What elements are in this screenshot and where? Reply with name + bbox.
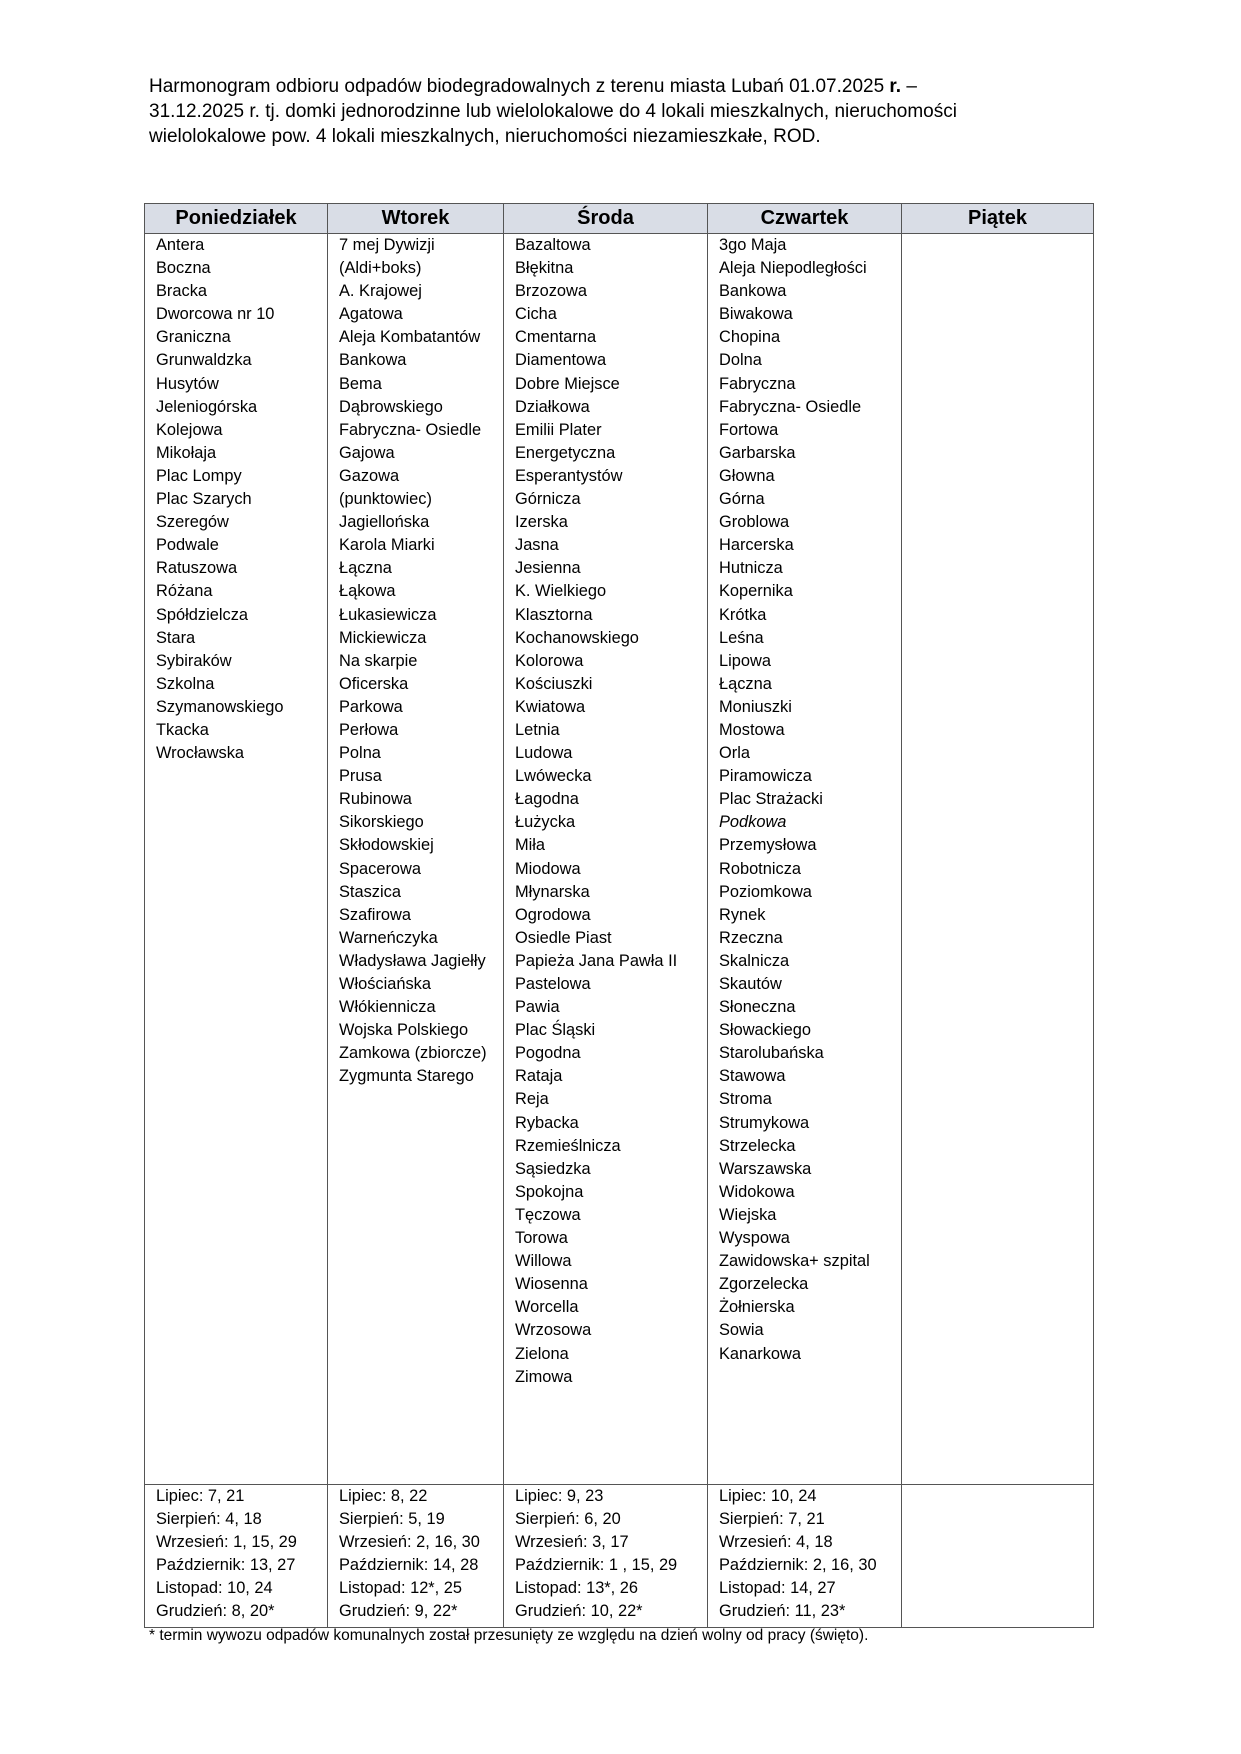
street-name: Orla xyxy=(719,744,750,763)
street-name: Szafirowa xyxy=(339,905,411,924)
pickup-dates: Listopad: 13*, 26 xyxy=(515,1579,639,1598)
pickup-dates: Grudzień: 9, 22* xyxy=(339,1602,458,1621)
street-name: Tęczowa xyxy=(515,1205,581,1224)
street-name: Bazaltowa xyxy=(515,236,591,254)
street-name: Poziomkowa xyxy=(719,882,812,901)
street-name: Łagodna xyxy=(515,790,579,809)
pickup-dates: Lipiec: 10, 24 xyxy=(719,1487,817,1505)
street-name: Dolna xyxy=(719,351,762,370)
street-name: Piramowicza xyxy=(719,767,812,786)
street-name: Bracka xyxy=(156,282,208,301)
street-name: Tkacka xyxy=(156,720,209,739)
street-name: Papieża Jana Pawła II xyxy=(515,951,678,970)
pickup-dates: Sierpień: 6, 20 xyxy=(515,1510,621,1529)
street-name: Pogodna xyxy=(515,1044,581,1063)
street-name: Fabryczna xyxy=(719,374,796,393)
street-name: Esperantystów xyxy=(515,466,623,485)
title-line1-bold: r. xyxy=(884,76,902,97)
street-name: Sąsiedzka xyxy=(515,1159,591,1178)
pickup-dates: Grudzień: 8, 20* xyxy=(156,1602,275,1621)
footnote: * termin wywozu odpadów komunalnych został przesunięty ze względu na dzień wolny od pracy (święto). xyxy=(149,1627,869,1644)
street-name: Mostowa xyxy=(719,720,785,739)
dates-friday xyxy=(902,1485,1094,1628)
street-name: (punktowiec) xyxy=(339,490,432,509)
street-name: Leśna xyxy=(719,628,764,647)
street-name: Spokojna xyxy=(515,1182,584,1201)
pickup-dates: Lipiec: 8, 22 xyxy=(339,1487,428,1505)
street-name: Widokowa xyxy=(719,1182,795,1201)
street-name: Gazowa xyxy=(339,466,400,485)
street-name: Plac Śląski xyxy=(515,1021,596,1040)
street-name: Husytów xyxy=(156,374,219,393)
street-name: Wiosenna xyxy=(515,1275,588,1294)
street-name: Groblowa xyxy=(719,513,790,532)
street-name: Dąbrowskiego xyxy=(339,397,443,416)
pickup-dates: Listopad: 12*, 25 xyxy=(339,1579,463,1598)
header-tuesday: Wtorek xyxy=(328,204,504,234)
street-name: Energetyczna xyxy=(515,443,616,462)
title-line2: 31.12.2025 r. tj. domki jednorodzinne lub wielolokalowe do 4 lokali mieszkalnych, nieruchomości xyxy=(149,101,957,122)
street-name: Kolejowa xyxy=(156,420,223,439)
street-name: 7 mej Dywizji xyxy=(339,236,435,254)
street-name: Dobre Miejsce xyxy=(515,374,620,393)
street-name: Strumykowa xyxy=(719,1113,810,1132)
street-name: Kwiatowa xyxy=(515,697,586,716)
street-name: Stara xyxy=(156,628,196,647)
street-name: Grunwaldzka xyxy=(156,351,252,370)
street-name: Rzeczna xyxy=(719,928,783,947)
street-name: Włókiennicza xyxy=(339,998,436,1017)
street-name: Reja xyxy=(515,1090,549,1109)
street-name: Klasztorna xyxy=(515,605,593,624)
street-name: Łączna xyxy=(719,674,772,693)
street-name: Biwakowa xyxy=(719,305,793,324)
street-name: Diamentowa xyxy=(515,351,607,370)
street-name: Hutnicza xyxy=(719,559,783,578)
street-name: (Aldi+boks) xyxy=(339,259,422,278)
street-name: K. Wielkiego xyxy=(515,582,607,601)
street-name: Krótka xyxy=(719,605,767,624)
street-name: Wiejska xyxy=(719,1205,777,1224)
street-name: Rubinowa xyxy=(339,790,412,809)
pickup-dates: Grudzień: 10, 22* xyxy=(515,1602,643,1621)
street-name: Ogrodowa xyxy=(515,905,591,924)
streets-wednesday xyxy=(504,234,708,1485)
street-name: Zgorzelecka xyxy=(719,1275,809,1294)
street-name: Pawia xyxy=(515,998,560,1017)
street-name: Jasna xyxy=(515,536,559,555)
street-name: Warneńczyka xyxy=(339,928,438,947)
street-name: Łączna xyxy=(339,559,392,578)
street-name: Władysława Jagiełły xyxy=(339,951,486,970)
schedule-table xyxy=(144,203,1094,1628)
pickup-dates: Wrzesień: 4, 18 xyxy=(719,1533,833,1552)
pickup-dates: Sierpień: 7, 21 xyxy=(719,1510,825,1529)
street-name: Boczna xyxy=(156,259,211,278)
street-name: Wrzosowa xyxy=(515,1321,592,1340)
street-name: Miodowa xyxy=(515,859,581,878)
street-name: Bankowa xyxy=(339,351,407,370)
pickup-dates: Wrzesień: 1, 15, 29 xyxy=(156,1533,297,1552)
street-name: Rataja xyxy=(515,1067,563,1086)
street-name: Sybiraków xyxy=(156,651,232,670)
street-name: Parkowa xyxy=(339,697,403,716)
header-thursday: Czwartek xyxy=(708,204,902,234)
street-name: Lipowa xyxy=(719,651,771,670)
street-name: Szymanowskiego xyxy=(156,697,284,716)
pickup-dates: Październik: 14, 28 xyxy=(339,1556,479,1575)
street-name: Łużycka xyxy=(515,813,576,832)
street-name: Moniuszki xyxy=(719,697,792,716)
street-name: Miła xyxy=(515,836,546,855)
pickup-dates: Sierpień: 4, 18 xyxy=(156,1510,262,1529)
street-name: Wojska Polskiego xyxy=(339,1021,469,1040)
street-name: Cicha xyxy=(515,305,557,324)
dates-wednesday xyxy=(504,1485,708,1628)
street-name: Błękitna xyxy=(515,259,574,278)
street-name: Chopina xyxy=(719,328,781,347)
street-name: Harcerska xyxy=(719,536,794,555)
street-name: Bema xyxy=(339,374,382,393)
pickup-dates: Październik: 2, 16, 30 xyxy=(719,1556,877,1575)
street-name: Zamkowa (zbiorcze) xyxy=(339,1044,487,1063)
street-name: Mickiewicza xyxy=(339,628,427,647)
street-name: Sowia xyxy=(719,1321,764,1340)
street-name: Stawowa xyxy=(719,1067,786,1086)
street-name: Bankowa xyxy=(719,282,787,301)
streets-row xyxy=(145,234,1094,1485)
pickup-dates: Październik: 13, 27 xyxy=(156,1556,296,1575)
street-name: Zimowa xyxy=(515,1367,573,1386)
street-name: Słowackiego xyxy=(719,1021,812,1040)
street-name: Aleja Kombatantów xyxy=(339,328,481,347)
pickup-dates: Wrzesień: 3, 17 xyxy=(515,1533,629,1552)
pickup-dates: Lipiec: 9, 23 xyxy=(515,1487,604,1505)
street-name: Szkolna xyxy=(156,674,215,693)
street-name: Wrocławska xyxy=(156,744,245,763)
street-name: Antera xyxy=(156,236,205,254)
pickup-dates: Październik: 1 , 15, 29 xyxy=(515,1556,678,1575)
street-name: 3go Maja xyxy=(719,236,787,254)
pickup-dates: Listopad: 10, 24 xyxy=(156,1579,273,1598)
street-name: Zygmunta Starego xyxy=(339,1067,474,1086)
pickup-dates: Listopad: 14, 27 xyxy=(719,1579,836,1598)
street-name: Pastelowa xyxy=(515,975,591,993)
document-title xyxy=(149,74,1079,149)
street-name: Spółdzielcza xyxy=(156,605,249,624)
street-name: Stroma xyxy=(719,1090,772,1109)
street-name: Sikorskiego xyxy=(339,813,424,832)
street-name: Worcella xyxy=(515,1298,579,1317)
street-name: Kochanowskiego xyxy=(515,628,639,647)
street-name: Rynek xyxy=(719,905,766,924)
street-name: Oficerska xyxy=(339,674,409,693)
street-name: Aleja Niepodległości xyxy=(719,259,867,278)
header-row xyxy=(145,204,1094,234)
street-name: Zielona xyxy=(515,1344,569,1363)
dates-row xyxy=(145,1485,1094,1628)
street-name: Łąkowa xyxy=(339,582,396,601)
pickup-dates: Sierpień: 5, 19 xyxy=(339,1510,445,1529)
street-name: Rybacka xyxy=(515,1113,579,1132)
street-name: Lwówecka xyxy=(515,767,592,786)
street-name: Staszica xyxy=(339,882,401,901)
street-name: Skautów xyxy=(719,975,782,993)
pickup-dates: Wrzesień: 2, 16, 30 xyxy=(339,1533,480,1552)
header-friday: Piątek xyxy=(902,204,1094,234)
streets-tuesday xyxy=(328,234,504,1485)
street-name: Na skarpie xyxy=(339,651,418,670)
street-name: Robotnicza xyxy=(719,859,802,878)
street-name: Górna xyxy=(719,490,765,509)
title-line3: wielolokalowe pow. 4 lokali mieszkalnych, nieruchomości niezamieszkałe, ROD. xyxy=(149,126,821,147)
street-name: Łukasiewicza xyxy=(339,605,437,624)
street-name: Zawidowska+ szpital xyxy=(719,1252,870,1271)
streets-thursday xyxy=(708,234,902,1485)
street-name: Rzemieślnicza xyxy=(515,1136,621,1155)
street-name: Izerska xyxy=(515,513,568,532)
street-name: Fortowa xyxy=(719,420,779,439)
street-name: Różana xyxy=(156,582,213,601)
street-name: Podkowa xyxy=(719,813,787,832)
street-name: Torowa xyxy=(515,1229,568,1248)
streets-friday xyxy=(902,234,1094,1485)
pickup-dates: Lipiec: 7, 21 xyxy=(156,1487,245,1505)
dates-thursday xyxy=(708,1485,902,1628)
street-name: Szeregów xyxy=(156,513,229,532)
header-wednesday: Środa xyxy=(504,204,708,234)
street-name: Graniczna xyxy=(156,328,231,347)
street-name: Młynarska xyxy=(515,882,590,901)
street-name: Włościańska xyxy=(339,975,431,993)
street-name: Przemysłowa xyxy=(719,836,817,855)
street-name: Strzelecka xyxy=(719,1136,796,1155)
street-name: Jesienna xyxy=(515,559,581,578)
street-name: Kopernika xyxy=(719,582,793,601)
dates-tuesday xyxy=(328,1485,504,1628)
street-name: Plac Lompy xyxy=(156,466,242,485)
street-name: Dworcowa nr 10 xyxy=(156,305,275,324)
street-name: Jagiellońska xyxy=(339,513,430,532)
title-line1: Harmonogram odbioru odpadów biodegradowalnych z terenu miasta Lubań 01.07.2025 xyxy=(149,76,885,97)
street-name: Ratuszowa xyxy=(156,559,238,578)
street-name: Starolubańska xyxy=(719,1044,824,1063)
street-name: Kościuszki xyxy=(515,674,593,693)
street-name: Działkowa xyxy=(515,397,590,416)
street-name: Warszawska xyxy=(719,1159,812,1178)
street-name: Karola Miarki xyxy=(339,536,435,555)
street-name: Polna xyxy=(339,744,381,763)
street-name: Perłowa xyxy=(339,720,399,739)
street-name: A. Krajowej xyxy=(339,282,422,301)
street-name: Podwale xyxy=(156,536,219,555)
street-name: Brzozowa xyxy=(515,282,587,301)
street-name: Słoneczna xyxy=(719,998,796,1017)
street-name: Agatowa xyxy=(339,305,403,324)
street-name: Plac Szarych xyxy=(156,490,252,509)
street-name: Cmentarna xyxy=(515,328,597,347)
street-name: Wyspowa xyxy=(719,1229,790,1248)
street-name: Skłodowskiej xyxy=(339,836,434,855)
street-name: Spacerowa xyxy=(339,859,422,878)
street-name: Plac Strażacki xyxy=(719,790,823,809)
street-name: Fabryczna- Osiedle xyxy=(719,397,862,416)
street-name: Osiedle Piast xyxy=(515,928,612,947)
street-name: Fabryczna- Osiedle xyxy=(339,420,482,439)
streets-monday xyxy=(145,234,328,1485)
street-name: Emilii Plater xyxy=(515,420,602,439)
street-name: Mikołaja xyxy=(156,443,217,462)
street-name: Kanarkowa xyxy=(719,1344,802,1363)
street-name: Żołnierska xyxy=(719,1298,795,1317)
street-name: Górnicza xyxy=(515,490,581,509)
pickup-dates: Grudzień: 11, 23* xyxy=(719,1602,846,1621)
street-name: Jeleniogórska xyxy=(156,397,258,416)
street-name: Gajowa xyxy=(339,443,395,462)
street-name: Prusa xyxy=(339,767,382,786)
street-name: Skalnicza xyxy=(719,951,790,970)
street-name: Letnia xyxy=(515,720,560,739)
street-name: Ludowa xyxy=(515,744,573,763)
street-name: Głowna xyxy=(719,466,775,485)
street-name: Kolorowa xyxy=(515,651,584,670)
title-line1-dash: – xyxy=(901,76,917,97)
street-name: Garbarska xyxy=(719,443,796,462)
header-monday: Poniedziałek xyxy=(145,204,328,234)
dates-monday xyxy=(145,1485,328,1628)
street-name: Willowa xyxy=(515,1252,572,1271)
